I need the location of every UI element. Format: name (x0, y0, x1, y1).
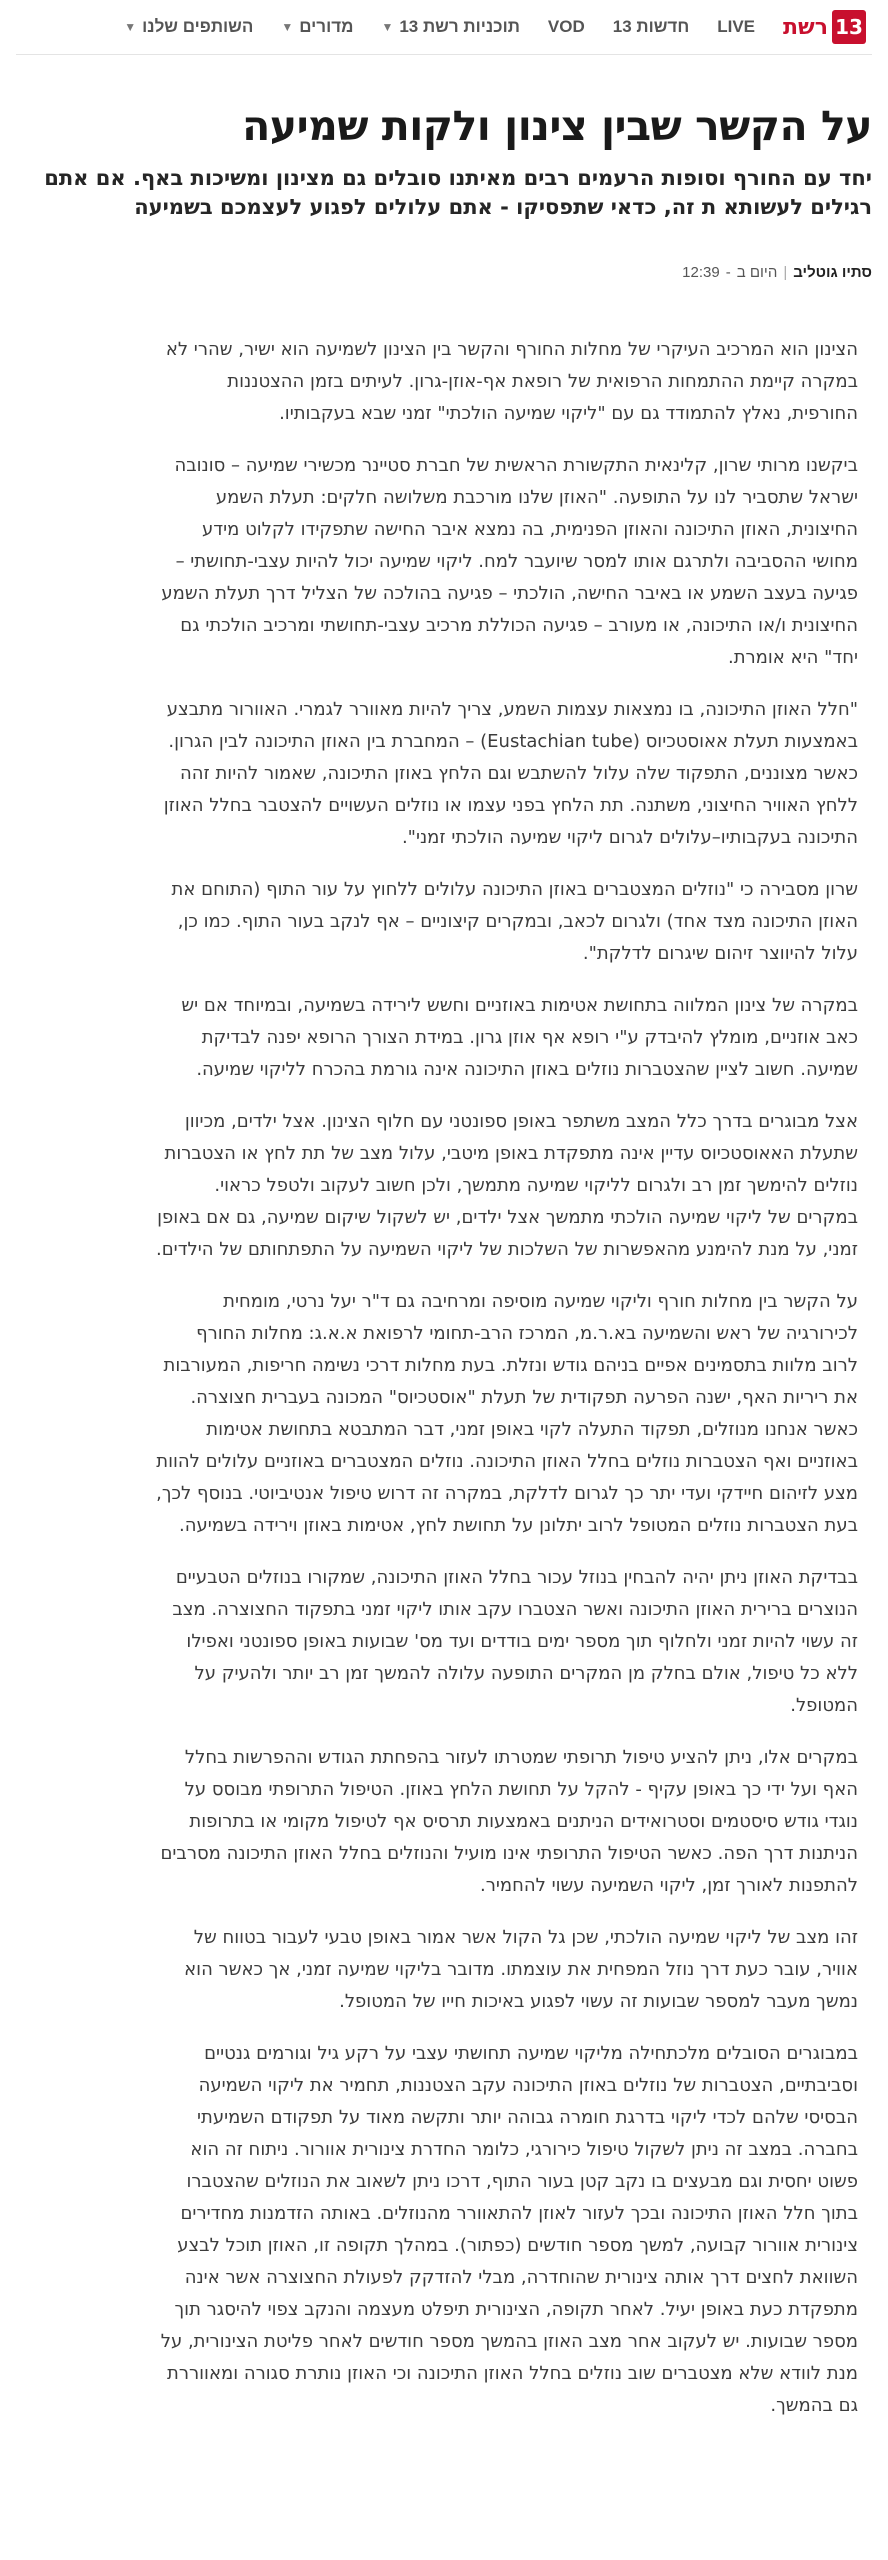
logo-13-mark: 13 (832, 10, 866, 44)
article-subtitle: יחד עם החורף וסופות הרעמים רבים מאיתנו סובלים גם מצינון ומשיכות באף. אם אתם רגילים לעשותא ת זה, כדאי שתפסיקו - אתם עלולים לפגוע לעצמכם בשמיעה (44, 166, 872, 220)
logo-reshet-text: רשת (783, 14, 828, 40)
nav-item-vod[interactable] (534, 0, 599, 54)
article-paragraph: על הקשר בין מחלות חורף וליקוי שמיעה מוסיפה ומרחיבה גם ד"ר יעל נרטי, מומחית לכירורגיה של ראש והשמיעה בא.ר.מ, המרכז הרב-תחומי לרפואת א.א.ג: מחלות החורף לרוב מלוות בתסמינים אפיים בניהם גודש ונזלת. בעת מחלות דרכי נשימה חריפות, המעורבות את ריריות האף, ישנה הפרעה תפקודית של תעלת "אוסטכיוס" המכונה בעברית חצוצרה. כאשר אנחנו מנוזלים, תפקוד התעלה לקוי באופן זמני, דבר המתבטא בתחושת אטימות באוזניים ואף הצטברות נוזלים בחלל האוזן התיכונה. נוזלים המצטברים באוזניים עלולים להוות מצע לזיהום חיידקי ועדי יתר כך לגרום לדלקת, במקרה זה דרוש טיפול אנטיביוטי. בנוסף לכך, בעת הצטברות נוזלים המטופל לרוב יתלונן על תחושת לחץ, אטימות באוזן וירידה בשמיעה. (156, 1291, 858, 1536)
chevron-down-icon: ▼ (281, 20, 294, 34)
nav-item-label: VOD (547, 17, 585, 36)
article-paragraph: שרון מסבירה כי "נוזלים המצטברים באוזן התיכונה עלולים ללחוץ על עור התוף (התוחם את האוזן התיכונה מצד אחד) ולגרום לכאב, ובמקרים קיצוניים – אף לנקב בעור התוף. כמו כן, עלול להיווצר זיהום שיגרום לדלקת". (171, 879, 858, 964)
nav-item-partners[interactable] (110, 0, 267, 54)
meta-dash: - (725, 264, 731, 281)
nav-item-label: תוכניות רשת 13 (399, 17, 520, 36)
publish-date: היום ב (736, 264, 778, 281)
article-paragraph: במקרים אלו, ניתן להציע טיפול תרופתי שמטרתו לעזור בהפחתת הגודש וההפרשות בחלל האף ועל ידי כך באופן עקיף - להקל על תחושת הלחץ באוזן. הטיפול התרופתי מבוסס על נוגדי גודש סיסטמים וסטרואידים הניתנים באמצעות תרסיס אף לטיפול מקומי או בתרופות הניתנות דרך הפה. כאשר הטיפול התרופתי אינו מועיל והנוזלים בחלל האוזן התיכונה מסרבים להתפנות לאורך זמן, ליקוי השמיעה עשוי להחמיר. (160, 1747, 858, 1896)
nav-item-label: חדשות 13 (612, 17, 690, 36)
nav-item-news13[interactable] (599, 0, 703, 54)
article-meta (682, 264, 872, 281)
nav-item-label: מדורים (299, 17, 354, 36)
top-navigation-bar (16, 0, 872, 55)
chevron-down-icon: ▼ (124, 20, 137, 34)
article-title: על הקשר שבין צינון ולקות שמיעה (242, 102, 872, 150)
article-body (155, 334, 858, 2442)
nav-menu (110, 0, 769, 54)
chevron-down-icon: ▼ (381, 20, 394, 34)
site-logo[interactable] (769, 0, 872, 54)
nav-item-sections[interactable] (267, 0, 367, 54)
article-paragraph: "חלל האוזן התיכונה, בו נמצאות עצמות השמע, צריך להיות מאוורר לגמרי. האוורור מתבצע באמצעות תעלת אאוסטכיוס (Eustachian tube) – המחברת בין האוזן התיכונה לבין הגרון. כאשר מצוננים, התפקוד שלה עלול להשתבש וגם הלחץ באוזן התיכונה, שאמור להיות זהה ללחץ האוויר החיצוני, משתנה. תת הלחץ בפני עצמו או נוזלים העשויים להצטבר בחלל האוזן התיכונה בעקבותיו–עלולים לגרום ליקוי שמיעה הולכתי זמני". (163, 699, 858, 848)
nav-item-label: LIVE (717, 17, 756, 36)
article-paragraph: זהו מצב של ליקוי שמיעה הולכתי, שכן גל הקול אשר אמור באופן טבעי לעבור בטווח של אוויר, עובר כעת דרך נוזל המפחית את עוצמתו. מדובר בליקוי שמיעה זמני, אך כאשר הוא נמשך מעבר למספר שבועות זה עשוי לפגוע באיכות חייו של המטופל. (184, 1927, 858, 2012)
article-paragraph: בבדיקת האוזן ניתן יהיה להבחין בנוזל עכור בחלל האוזן התיכונה, שמקורו בנוזלים הטבעיים הנוצרים ברירית האוזן התיכונה ואשר הצטברו עקב אותו ליקוי זמני בתפקוד החצוצרה. מצב זה עשוי להיות זמני ולחלוף תוך מספר ימים בודדים ועד מס' שבועות באופן ספונטני ואפילו ללא כל טיפול, אולם בחלק מן המקרים התופעה עלולה להמשך זמן רב יותר ולהעיק על המטופל. (172, 1567, 858, 1716)
nav-item-programs[interactable] (367, 0, 533, 54)
publish-time: 12:39 (682, 264, 720, 281)
article-paragraph: אצל מבוגרים בדרך כלל המצב משתפר באופן ספונטני עם חלוף הצינון. אצל ילדים, מכיוון שתעלת האאוסטכיוס עדיין אינה מתפקדת באופן מיטבי, עלול מצב של תת לחץ או הצטברות נוזלים להימשך זמן רב ולגרום לליקוי שמיעה מתמשך, ולכן חשוב לעקוב ולטפל כראוי. במקרים של ליקוי שמיעה הולכתי מתמשך אצל ילדים, יש לשקול שיקום שמיעה, גם אם באופן זמני, על מנת להימנע מהאפשרות של השלכות של ליקוי השמיעה על התפתחותם של הילדים. (156, 1111, 858, 1260)
nav-item-label: השותפים שלנו (142, 17, 254, 36)
article-paragraph: הצינון הוא המרכיב העיקרי של מחלות החורף והקשר בין הצינון לשמיעה הוא ישיר, שהרי לא במקרה קיימת ההתמחות הרפואית של רופאת אף-אוזן-גרון. לעיתים בזמן ההצטננות החורפית, נאלץ להתמודד גם עם "ליקוי שמיעה הולכתי" זמני שבא בעקבותיו. (165, 339, 858, 424)
article-paragraph: במבוגרים הסובלים מלכתחילה מליקוי שמיעה תחושתי עצבי על רקע גיל וגורמים גנטיים וסביבתיים, הצטברות של נוזלים באוזן התיכונה עקב הצטננות, תחמיר את ליקוי השמיעה הבסיסי שלהם לכדי ליקוי בדרגת חומרה גבוהה יותר ותקשה מאוד על תפקודם השמיעתי בחברה. במצב זה ניתן לשקול טיפול כירורגי, כלומר החדרת צינורית אוורור. ניתוח זה הוא פשוט יחסית וגם מבעצים בו נקב קטן בעור התוף, דרכו ניתן לשאוב את הנוזלים שהצטברו בתוך חלל האוזן התיכונה ובכך לעזור לאוזן להתאוורר מהנוזלים. באותה הזדמנות מחדירים צינורית אוורור קבועה, למשך מספר חודשים (כפתור). במהלך תקופה זו, האוזן תוכל לבצע השוואת לחצים דרך אותה צינורית שהוחדרה, מבלי להזדקק לפעולת החצוצרה אשר אינה מתפקדת כעת באופן יעיל. לאחר תקופה, הצינורית תיפלט מעצמה והנקב צפוי להיסגר תוך מספר שבועות. יש לעקוב אחר מצב האוזן בהמשך מספר חודשים לאחר פליטת הצינורית, על מנת לוודא שלא מצטברים שוב נוזלים בחלל האוזן התיכונה וכי האוזן נותרת סגורה ומאווררת גם בהמשך. (160, 2043, 858, 2416)
author-name[interactable]: סתיו גוטליב (793, 264, 872, 281)
article-paragraph: ביקשנו מרותי שרון, קלינאית התקשורת הראשית של חברת סטיינר מכשירי שמיעה – סונובה ישראל שתסביר לנו על התופעה. "האוזן שלנו מורכבת משלושה חלקים: תעלת השמע החיצונית, האוזן התיכונה והאוזן הפנימית, בה נמצא איבר החישה שתפקידו לקלוט מידע מחושי ההסביבה ולתרגם אותו למסר שיועבר למח. ליקוי שמיעה יכול להיות עצבי-תחושתי – פגיעה בעצב השמע או באיבר החישה, הולכתי – פגיעה בהולכה של הצליל דרך תעלת השמע החיצונית ו/או התיכונה, או מעורב – פגיעה הכוללת מרכיב עצבי-תחושתי ומרכיב הולכתי גם יחד" היא אומרת. (161, 455, 858, 668)
meta-separator: | (783, 264, 788, 281)
nav-item-live[interactable] (703, 0, 769, 54)
article-paragraph: במקרה של צינון המלווה בתחושת אטימות באוזניים וחשש לירידה בשמיעה, ובמיוחד אם יש כאב אוזניים, מומלץ להיבדק ע"י רופא אף אוזן גרון. במידת הצורך הרופא יפנה לבדיקת שמיעה. חשוב לציין שהצטברות נוזלים באוזן התיכונה אינה גורמת בהכרח לליקוי שמיעה. (181, 995, 858, 1080)
